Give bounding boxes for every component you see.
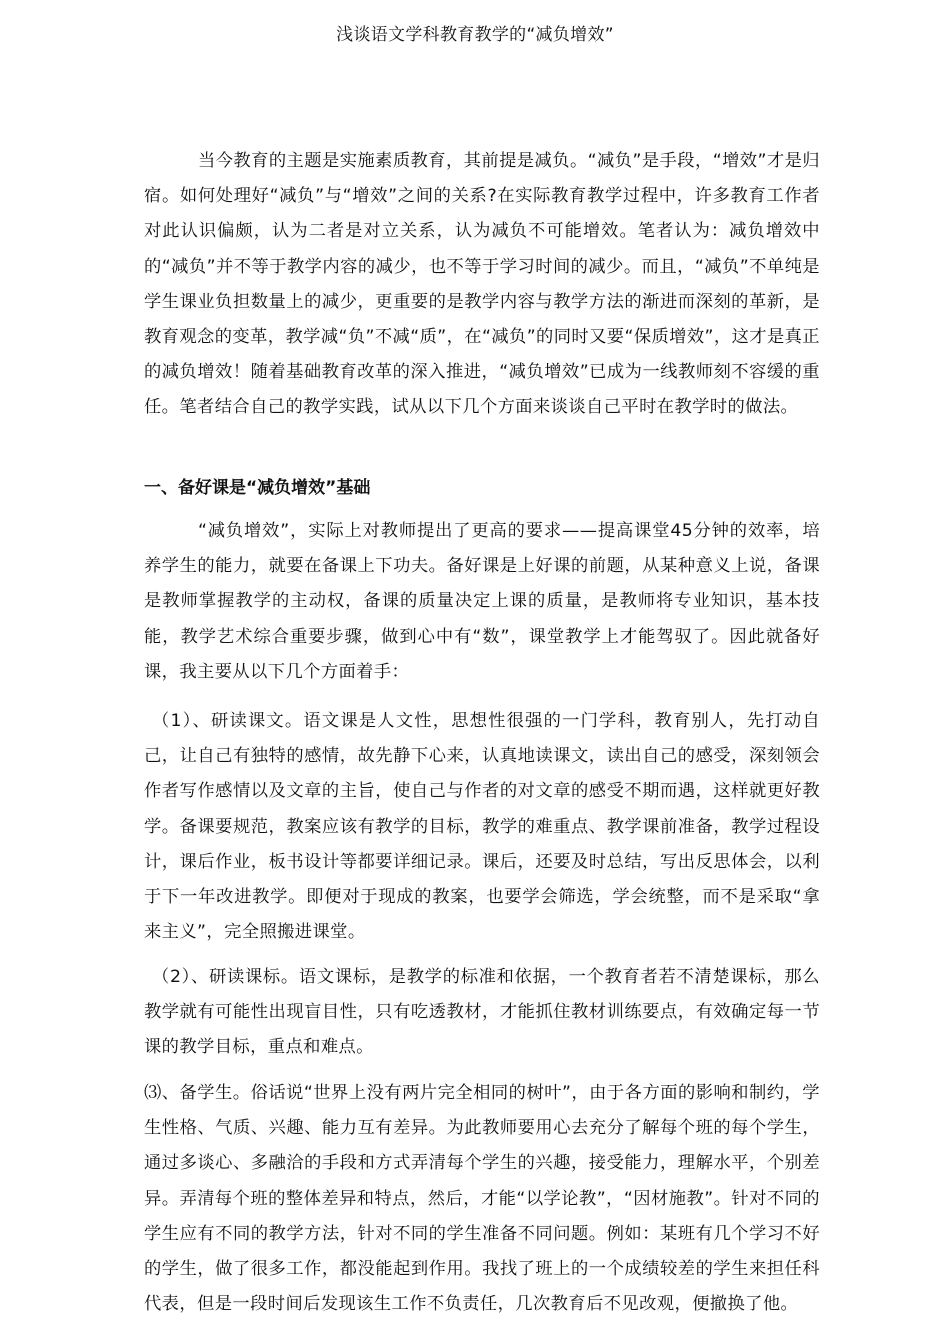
- list-item-study-text: （1）、研读课文。语文课是人文性，思想性很强的一门学科，教育别人，先打动自己，让自己有独特的感情，故先静下心来，认真地读课文，读出自己的感受，深刻领会作者写作感情以及文章的主旨，使自己与作者的对文章的感受不期而遇，这样就更好教学。备课要规范，教案应该有教学的目标，教学的难重点、教学课前准备，教学过程设计，课后作业，板书设计等都要详细记录。课后，还要及时总结，写出反思体会，以利于下一年改进教学。即便对于现成的教案，也要学会筛选，学会统整，而不是采取“拿来主义”，完全照搬进课堂。: [144, 711, 820, 943]
- list-item-know-students: ⑶、备学生。俗话说“世界上没有两片完全相同的树叶”，由于各方面的影响和制约，学生性格、气质、兴趣、能力互有差异。为此教师要用心去充分了解每个班的每个学生，通过多谈心、多融洽的手段和方式弄清每个学生的兴趣，接受能力，理解水平，个别差异。弄清每个班的整体差异和特点，然后，才能“以学论教”，“因材施教”。针对不同的学生应有不同的教学方法，针对不同的学生准备不同问题。例如：某班有几个学习不好的学生，做了很多工作，都没能起到作用。我找了班上的一个成绩较差的学生来担任科代表，但是一段时间后发现该生工作不负责任，几次教育后不见改观，便撤换了他。: [144, 1083, 820, 1315]
- section-heading-1: 一、备好课是“减负增效”基础: [144, 478, 371, 498]
- document-title: 浅谈语文学科教育教学的“减负增效”: [336, 25, 614, 45]
- list-item-study-standards: （2）、研读课标。语文课标，是教学的标准和依据，一个教育者若不清楚课标，那么教学就有可能性出现盲目性，只有吃透教材，才能抓住教材训练要点，有效确定每一节课的教学目标，重点和难点。: [144, 967, 820, 1058]
- section-1-paragraph: “减负增效”，实际上对教师提出了更高的要求——提高课堂45分钟的效率，培养学生的能力，就要在备课上下功夫。备好课是上好课的前题，从某种意义上说，备课是教师掌握教学的主动权，备课的质量决定上课的质量，是教师将专业知识，基本技能，教学艺术综合重要步骤，做到心中有“数”，课堂教学上才能驾驭了。因此就备好课，我主要从以下几个方面着手：: [144, 521, 820, 682]
- intro-paragraph: 当今教育的主题是实施素质教育，其前提是减负。“减负”是手段，“增效”才是归宿。如何处理好“减负”与“增效”之间的关系?在实际教育教学过程中，许多教育工作者对此认识偏颇，认为二者是对立关系，认为减负不可能增效。笔者认为：减负增效中的“减负”并不等于教学内容的减少，也不等于学习时间的减少。而且，“减负”不单纯是学生课业负担数量上的减少，更重要的是教学内容与教学方法的渐进而深刻的革新，是教育观念的变革，教学减“负”不减“质”，在“减负”的同时又要“保质增效”，这才是真正的减负增效！随着基础教育改革的深入推进，“减负增效”已成为一线教师刻不容缓的重任。笔者结合自己的教学实践，试从以下几个方面来谈谈自己平时在教学时的做法。: [144, 151, 820, 418]
